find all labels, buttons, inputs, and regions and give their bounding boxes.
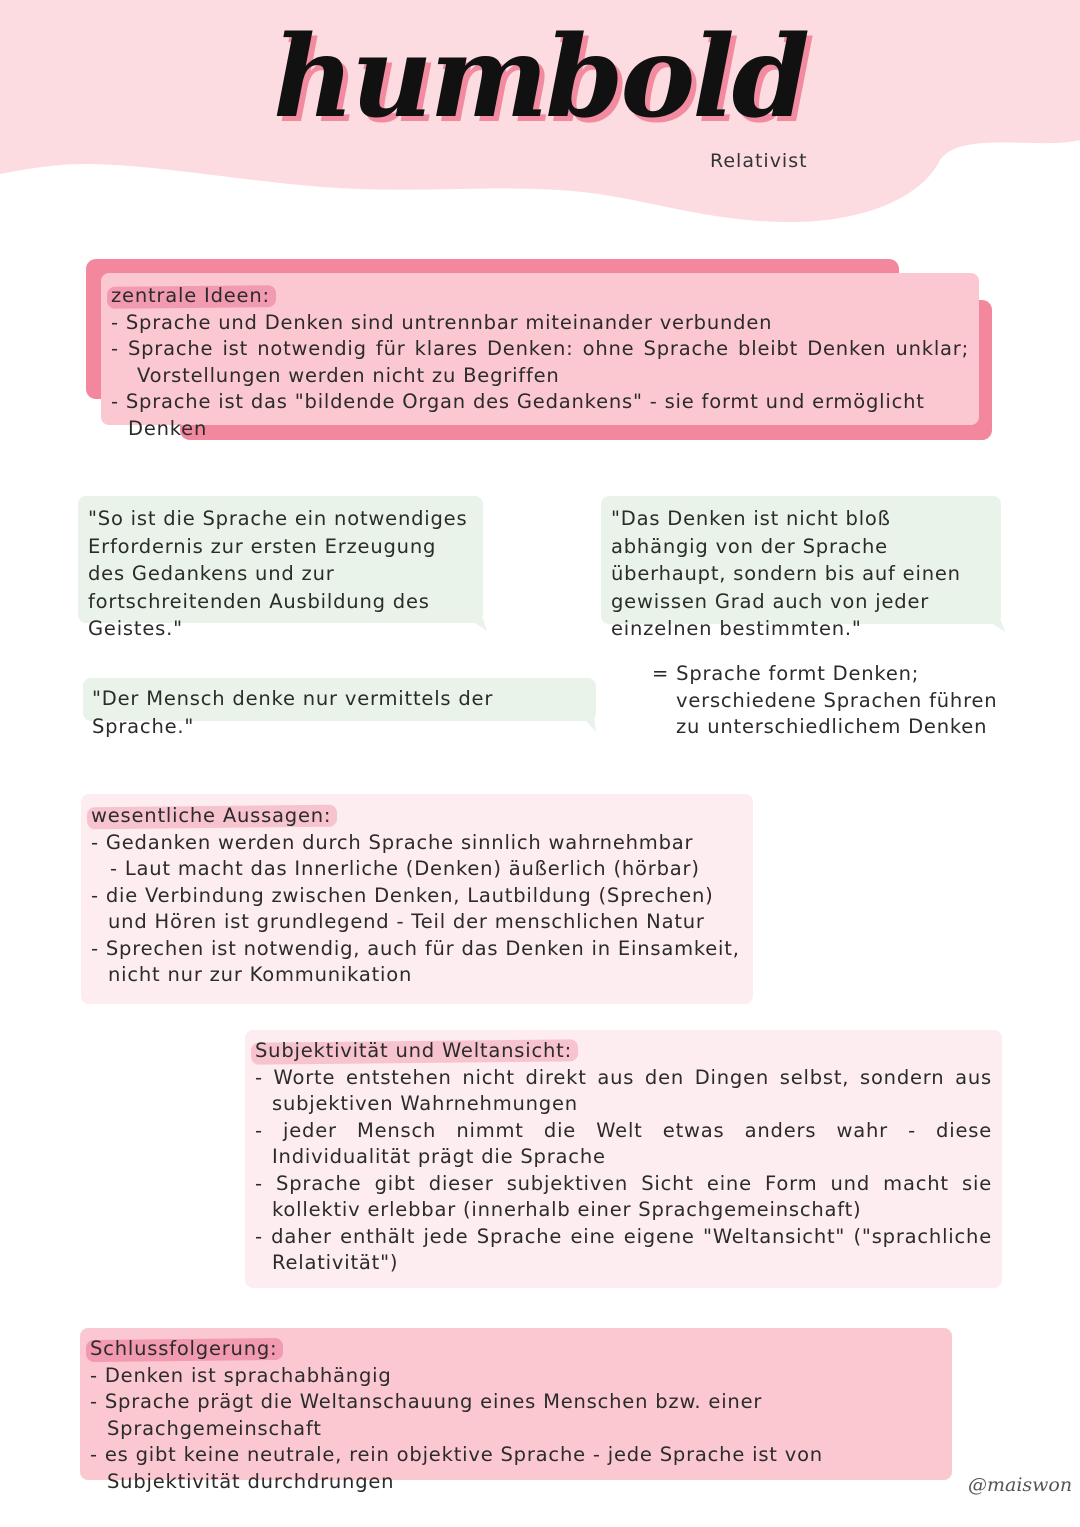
list-item: - es gibt keine neutrale, rein objektive Sprache - jede Sprache ist von Subjektivität durchdrungen [90,1442,942,1495]
list-item: - Worte entstehen nicht direkt aus den Dingen selbst, sondern aus subjektiven Wahrnehmungen [255,1065,992,1118]
bubble-tail [586,678,600,734]
page-title: humbold [272,12,808,143]
page-subtitle: Relativist [710,150,808,172]
list-item: - Sprache prägt die Weltanschauung eines Menschen bzw. einer Sprachgemeinschaft [90,1389,942,1442]
quote-text: "Der Mensch denke nur vermittels der Sprache." [92,687,494,738]
quote-text: "Das Denken ist nicht bloß abhängig von der Sprache überhaupt, sondern bis auf einen gewissen Grad auch von jeder einzelnen bestimmten." [611,507,961,640]
list-item: - daher enthält jede Sprache eine eigene "Weltansicht" ("sprachliche Relativität") [255,1224,992,1277]
list-item: - Gedanken werden durch Sprache sinnlich wahrnehmbar [91,830,743,857]
quote-bubble-1 [78,496,483,640]
list-item: - die Verbindung zwischen Denken, Lautbildung (Sprechen) und Hören ist grundlegend - Teil der menschlichen Natur [91,883,743,936]
author-signature: @maiswon [968,1474,1073,1496]
subjektivitaet-list [255,1065,992,1277]
list-item-continuation: Vorstellungen werden nicht zu Begriffen [137,363,560,387]
schlussfolgerung-card [80,1328,952,1493]
zentrale-ideen-list [111,310,969,443]
list-item: - Sprache ist notwendig für klares Denken: ohne Sprache bleibt Denken unklar; [111,336,969,363]
equals-note-line: verschiedene Sprachen führen [676,688,998,712]
bubble-tail [987,620,1007,634]
quote-bubble-3 [83,678,596,738]
equals-note-line: = Sprache formt Denken; [652,662,920,685]
schlussfolgerung-heading: Schlussfolgerung: [90,1336,277,1363]
wesentliche-aussagen-list [91,830,743,989]
list-item: - Sprache gibt dieser subjektiven Sicht eine Form und macht sie kollektiv erlebbar (innerhalb einer Sprachgemeinschaft) [255,1171,992,1224]
list-subitem: - Laut macht das Innerliche (Denken) äußerlich (hörbar) [91,856,743,883]
list-item: - Sprechen ist notwendig, auch für das Denken in Einsamkeit, nicht nur zur Kommunikation [91,936,743,989]
subjektivitaet-heading: Subjektivität und Weltansicht: [255,1038,572,1065]
wesentliche-aussagen-heading: wesentliche Aussagen: [91,803,331,830]
schlussfolgerung-list [90,1363,942,1496]
quote-text: "So ist die Sprache ein notwendiges Erfordernis zur ersten Erzeugung des Gedankens und zur fortschreitenden Ausbildung des Geistes." [88,507,468,640]
list-item: - Denken ist sprachabhängig [90,1363,942,1390]
equals-note [652,661,997,741]
subjektivitaet-card [245,1030,1002,1288]
list-item: - Sprache ist das "bildende Organ des Gedankens" - sie formt und ermöglicht Denken [111,389,969,442]
zentrale-ideen-heading: zentrale Ideen: [111,283,270,310]
list-item: - jeder Mensch nimmt die Welt etwas anders wahr - diese Individualität prägt die Sprache [255,1118,992,1171]
list-item: - Sprache und Denken sind untrennbar miteinander verbunden [111,310,969,337]
bubble-tail [469,619,489,633]
equals-note-line: zu unterschiedlichem Denken [676,715,988,738]
quote-bubble-2 [601,496,1001,640]
zentrale-ideen-card [101,273,979,440]
wesentliche-aussagen-card [81,794,753,1004]
